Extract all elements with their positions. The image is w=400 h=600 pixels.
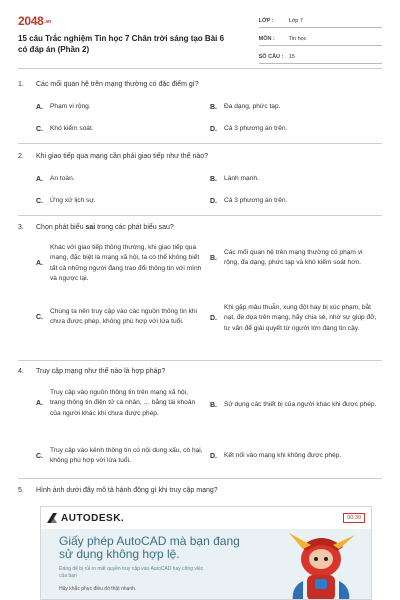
option-text: Chúng ta nên truy cập vào các nguồn thông tin khi chưa được phép, không phù hợp với lứa tuổi. <box>50 308 197 326</box>
option-d[interactable] <box>210 196 380 206</box>
question-2 <box>18 152 382 212</box>
option-c[interactable] <box>36 446 206 467</box>
option-d[interactable] <box>210 451 380 461</box>
meta-label: MÔN : <box>258 35 275 42</box>
option-b[interactable] <box>210 102 380 112</box>
option-b[interactable] <box>210 400 380 410</box>
ad-timer: 00:30 <box>343 513 365 523</box>
option-text: Khó kiểm soát. <box>50 125 94 132</box>
meta-value: 15 <box>288 53 295 60</box>
question-5 <box>18 486 382 500</box>
meta-value: Tin học <box>288 35 307 42</box>
option-letter: B. <box>210 175 217 183</box>
question-text <box>18 223 382 233</box>
question-4 <box>18 367 382 477</box>
option-text: Ứng xử lịch sự. <box>50 197 96 204</box>
option-letter: C. <box>36 452 43 460</box>
header-left <box>18 14 229 68</box>
autodesk-ad-image <box>40 506 372 600</box>
question-number: 3. <box>18 224 24 231</box>
option-text: Đa dạng, phức tạp. <box>224 103 281 110</box>
option-c[interactable] <box>36 196 206 206</box>
question-prompt-start: Chọn phát biểu <box>36 224 86 231</box>
divider <box>18 360 382 361</box>
option-letter: B. <box>210 401 217 409</box>
question-text <box>18 367 382 377</box>
meta-info <box>259 14 382 68</box>
question-prompt: Các mối quan hệ trên mạng thường có đặc điểm gì? <box>36 81 199 88</box>
divider <box>18 68 382 69</box>
option-letter: A. <box>36 175 43 183</box>
option-letter: A. <box>36 399 43 407</box>
option-a[interactable] <box>36 102 206 112</box>
divider <box>18 215 382 216</box>
option-c[interactable] <box>36 307 206 328</box>
question-prompt: Truy cập mạng như thế nào là hợp pháp? <box>36 368 166 375</box>
option-text: Cả 3 phương án trên. <box>224 125 288 132</box>
option-d[interactable] <box>210 303 380 334</box>
document-header <box>0 0 400 68</box>
question-prompt: Khi giao tiếp qua mạng cần phải giao tiếp như thế nào? <box>36 153 209 160</box>
divider <box>18 478 382 479</box>
option-text: Khác với giao tiếp thông thường, khi giao tiếp qua mạng, đặc biệt là mạng xã hội, ta có thể không biết tất cả những người đang trao đổi thông tin với mình và ngược lại. <box>50 244 202 282</box>
option-text: Kết nối vào mạng khi không được phép. <box>224 452 342 459</box>
option-letter: D. <box>210 197 217 205</box>
question-prompt: Hình ảnh dưới đây mô tả hành động gì khi truy cập mạng? <box>36 487 218 494</box>
question-1 <box>18 80 382 140</box>
autodesk-logo-icon <box>47 513 57 523</box>
ad-brand <box>47 513 124 524</box>
meta-row-count <box>259 50 382 64</box>
question-number: 2. <box>18 153 24 160</box>
ad-header <box>41 507 371 529</box>
option-letter: D. <box>210 452 217 460</box>
option-text: Cả 3 phương án trên. <box>224 197 288 204</box>
ad-banner <box>41 529 372 600</box>
logo-text: 2048 <box>18 14 44 28</box>
meta-label: LỚP : <box>258 17 274 24</box>
question-text <box>18 152 382 162</box>
site-logo[interactable] <box>18 14 229 28</box>
option-text: Lành mạnh. <box>224 175 259 182</box>
question-number: 1. <box>18 81 24 88</box>
option-a[interactable] <box>36 174 206 184</box>
option-letter: C. <box>36 313 43 321</box>
option-text: Phạm vi rộng. <box>50 103 91 110</box>
question-number: 4. <box>18 368 24 375</box>
question-prompt-end: trong các phát biểu sau? <box>95 224 174 231</box>
option-letter: C. <box>36 125 43 133</box>
logo-suffix: .vn <box>44 19 51 25</box>
ad-brand-text: AUTODESK. <box>61 512 125 524</box>
question-3 <box>18 223 382 358</box>
option-letter: B. <box>210 254 217 262</box>
option-a[interactable] <box>36 243 206 284</box>
question-number: 5. <box>18 487 24 494</box>
option-letter: A. <box>36 260 43 268</box>
option-text: Các mối quan hệ trên mạng thường có phạm vi rộng, đa dạng, phức tạp và khó kiểm soát hơn. <box>224 249 363 267</box>
ad-headline: Giấy phép AutoCAD mà bạn đang sử dụng không hợp lệ. <box>59 534 240 561</box>
option-letter: A. <box>36 103 43 111</box>
document-title: 15 câu Trắc nghiệm Tin học 7 Chân trời sáng tạo Bài 6 có đáp án (Phần 2) <box>18 34 225 54</box>
divider <box>18 143 382 144</box>
option-text: Truy cập vào nguồn thông tin trên mạng xã hội, trang thông tin điện tử cá nhân, … bằng tài khoản của người khác khi chưa được phép. <box>50 389 196 417</box>
question-text <box>18 486 382 496</box>
question-prompt-emphasis: sai <box>85 224 96 231</box>
option-letter: D. <box>210 125 217 133</box>
option-letter: C. <box>36 197 43 205</box>
option-text: Khi gặp mâu thuẫn, xung đột hay bị xúc phạm, bắt nạt, đe dọa trên mạng, hãy chia sẻ, nhờ sự giúp đỡ, tư vấn để giải quyết từ người lớn đáng tin cậy. <box>224 304 377 332</box>
option-letter: B. <box>210 103 217 111</box>
option-text: Sử dụng các thiết bị của người khác khi được phép. <box>224 401 377 408</box>
option-letter: D. <box>210 314 217 322</box>
option-text: Truy cập vào kênh thông tin có nội dung xấu, có hại, không phù hợp với lứa tuổi. <box>50 447 203 465</box>
ad-subtext: Đáng để bị rủi ro mất quyền truy cập vào AutoCAD hay công việc của bạn <box>59 566 204 579</box>
option-c[interactable] <box>36 124 206 134</box>
meta-label: SỐ CÂU : <box>258 53 284 60</box>
meta-value: Lớp 7 <box>288 17 303 24</box>
option-a[interactable] <box>36 388 206 419</box>
option-b[interactable] <box>210 248 380 269</box>
option-b[interactable] <box>210 174 380 184</box>
meta-row-class <box>259 14 382 28</box>
ad-footer-text: Hãy khắc phục điều đó thật nhanh. <box>59 586 137 592</box>
robot-illustration-icon <box>267 529 367 600</box>
question-text <box>18 80 382 90</box>
meta-row-subject <box>259 32 382 46</box>
option-text: An toàn. <box>50 175 75 182</box>
option-d[interactable] <box>210 124 380 134</box>
